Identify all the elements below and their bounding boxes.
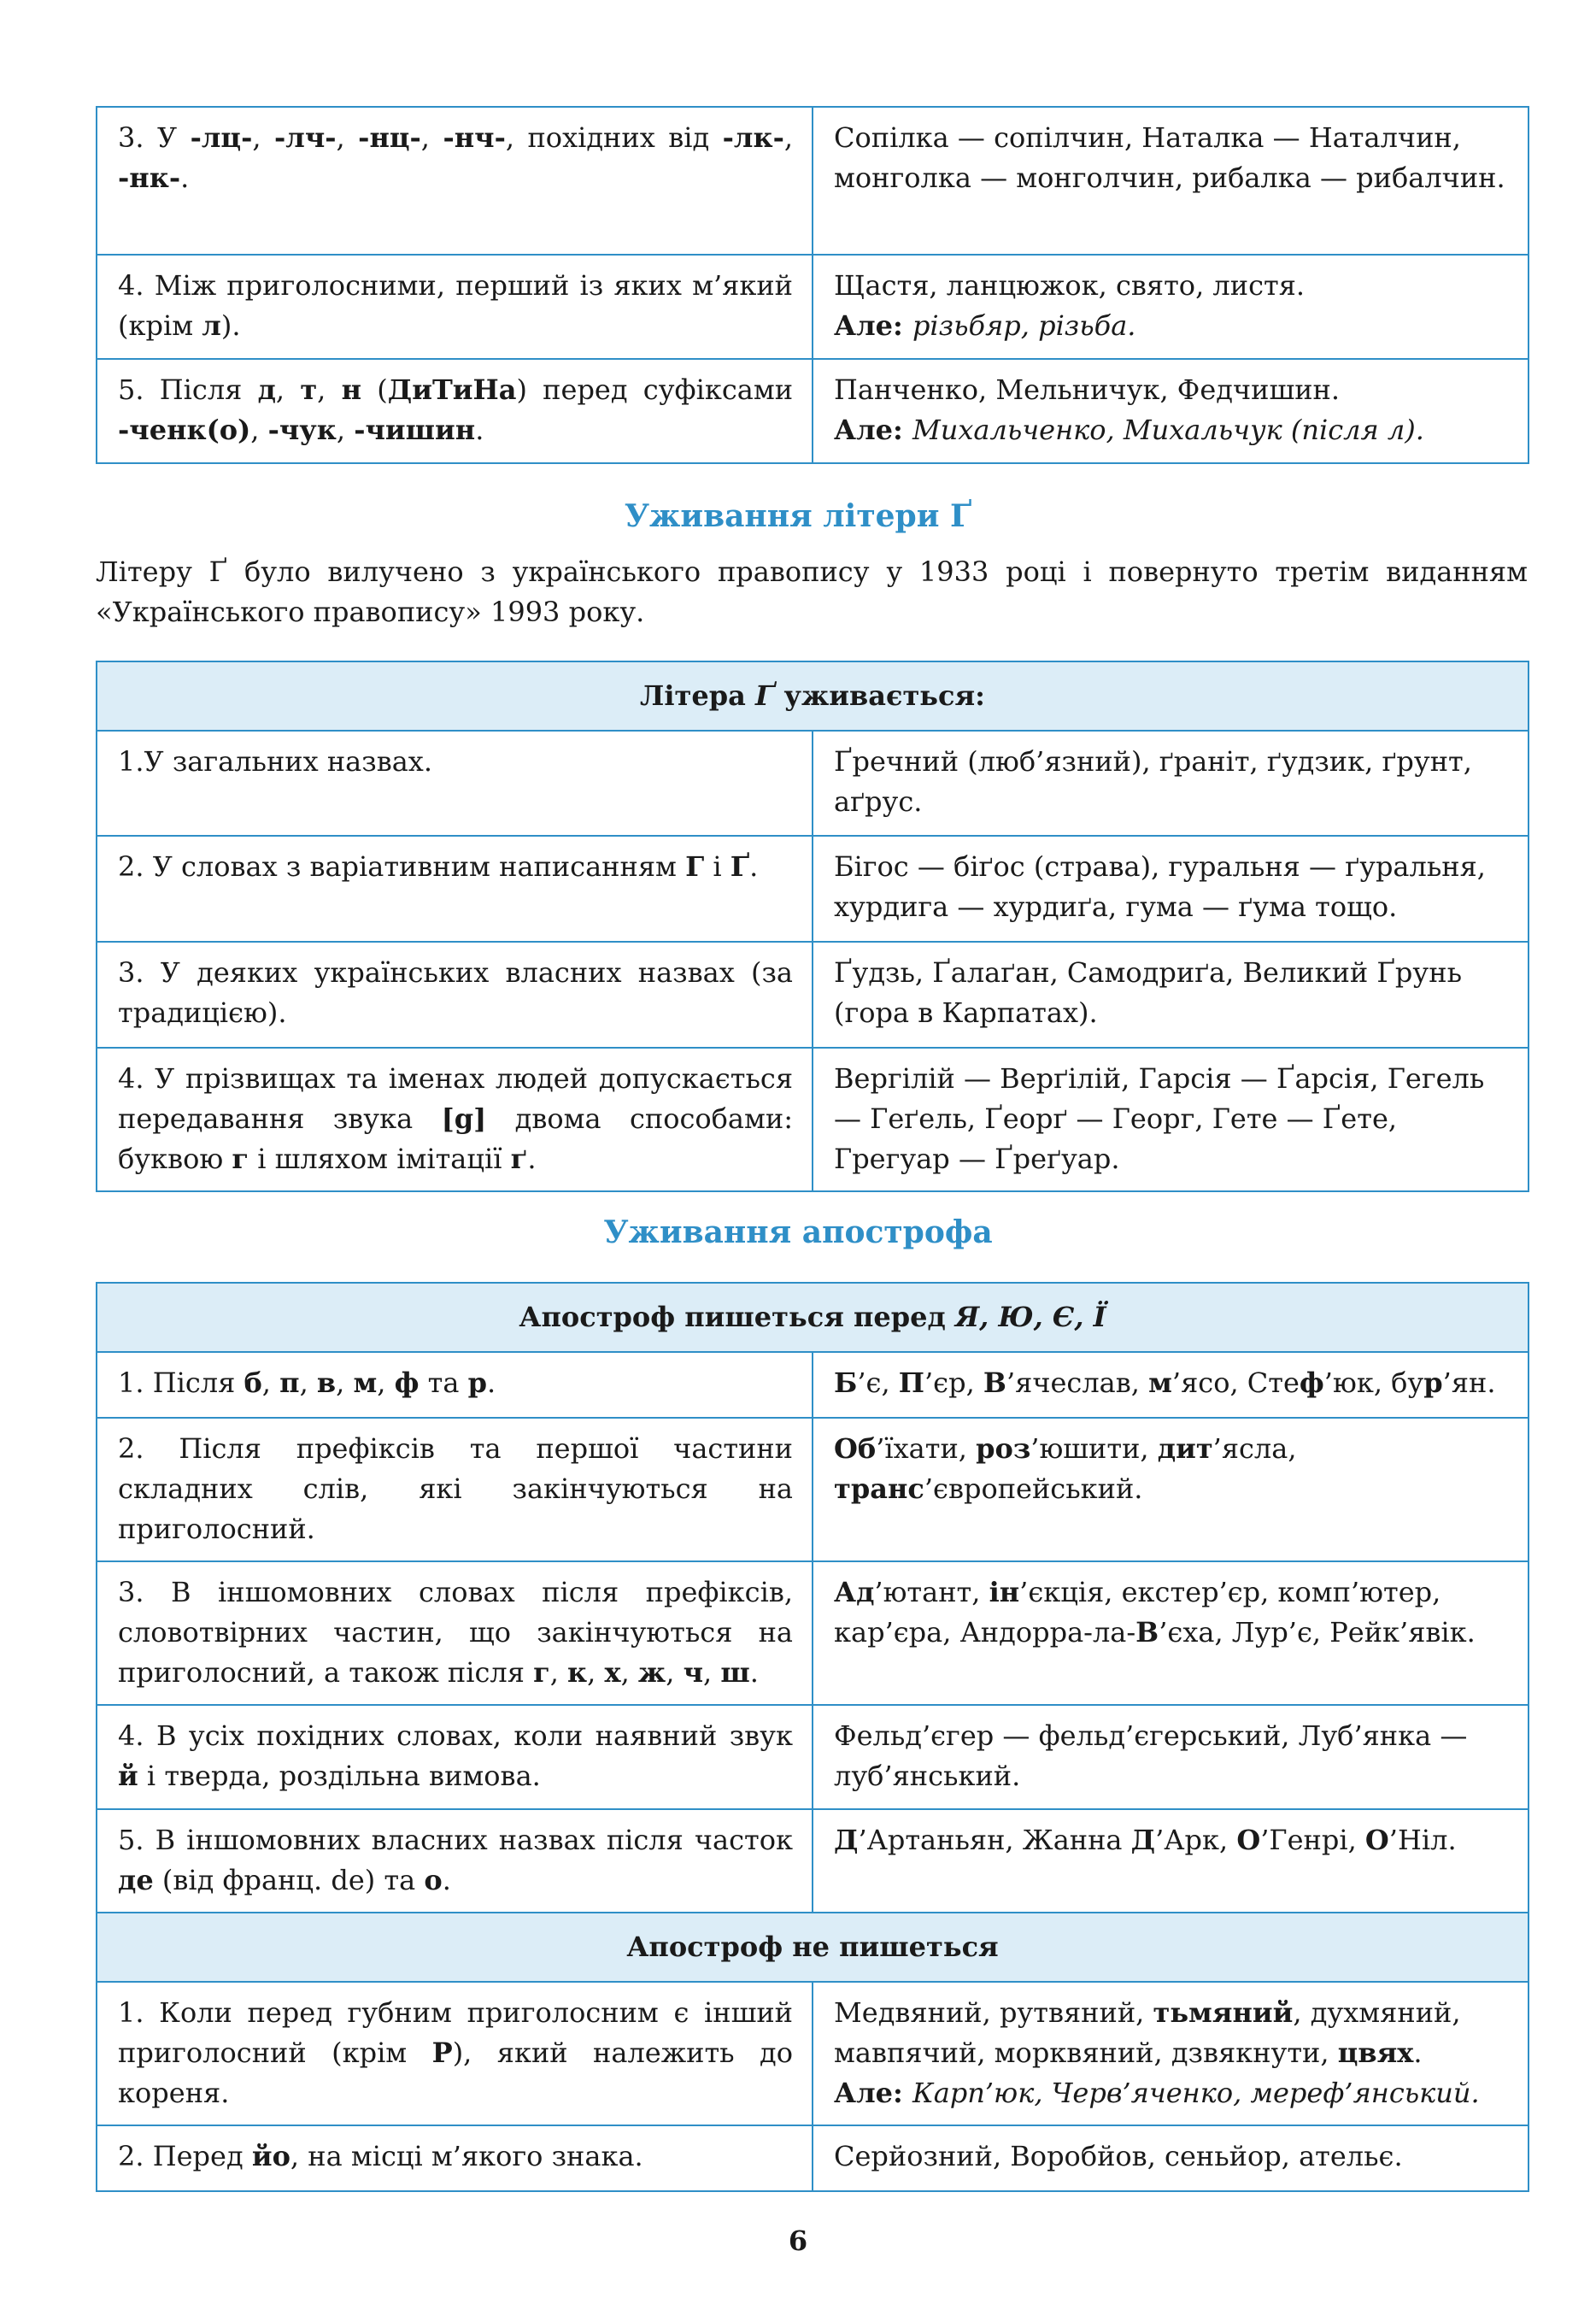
example-cell: Ґречний (люб’язний), ґраніт, ґудзик, ґрунт, аґрус. [813, 731, 1529, 836]
table-header: Літера Ґ уживається: [97, 661, 1529, 731]
rule-cell: 2. У словах з варіативним написанням Г і Ґ. [97, 836, 813, 942]
table-row [97, 255, 1529, 359]
example-cell: Бігос — біґос (страва), гуральня — ґуральня, хурдига — хурдиґа, гума — ґума тощо. [813, 836, 1529, 942]
example-cell: Об’їхати, роз’юшити, дит’ясла, транс’європейський. [813, 1418, 1529, 1561]
table-row [97, 1352, 1529, 1418]
table-row [97, 1561, 1529, 1705]
rule-cell: 3. В іншомовних словах після префіксів, словотвірних частин, що закінчуються на приголосний, а також після г, к, х, ж, ч, ш. [97, 1561, 813, 1705]
rule-cell: 2. Перед йо, на місці м’якого знака. [97, 2125, 813, 2191]
section-title-g: Уживання літери Ґ [624, 498, 972, 534]
rule-cell: 4. В усіх похідних словах, коли наявний звук й і тверда, роздільна вимова. [97, 1705, 813, 1809]
table-row [97, 731, 1529, 836]
example-cell: Б’є, П’єр, В’ячеслав, м’ясо, Стеф’юк, бур’ян. [813, 1352, 1529, 1418]
example-cell: Панченко, Мельничук, Федчишин. Але: Михальченко, Михальчук (після л). [813, 359, 1529, 463]
table-row [97, 1809, 1529, 1913]
rule-cell: 4. У прізвищах та іменах людей допускається передавання звука [g] двома способами: буквою г і шляхом імітації ґ. [97, 1048, 813, 1191]
rule-cell: 2. Після префіксів та першої частини складних слів, які закінчуються на приголосний. [97, 1418, 813, 1561]
rule-cell: 1. Коли перед губним приголосним є інший приголосний (крім Р), який належить до кореня. [97, 1982, 813, 2125]
rule-cell: 1. Після б, п, в, м, ф та р. [97, 1352, 813, 1418]
example-cell: Сопілка — сопілчин, Наталка — Наталчин, монголка — монголчин, рибалка — рибалчин. [813, 107, 1529, 255]
example-cell: Медвяний, рутвяний, тьмяний, духмяний, мавпячий, морквяний, дзвякнути, цвях. Але: Карп’юк, Черв’яченко, мереф’янський. [813, 1982, 1529, 2125]
rule-cell: 3. У деяких українських власних назвах (за традицією). [97, 942, 813, 1048]
table-row [97, 942, 1529, 1048]
table-row [97, 1705, 1529, 1809]
table-header: Апостроф не пишеться [97, 1913, 1529, 1982]
table-header-row [97, 1913, 1529, 1982]
example-cell: Ад’ютант, ін’єкція, екстер’єр, комп’ютер, кар’єра, Андорра-ла-В’єха, Лур’є, Рейк’явік. [813, 1561, 1529, 1705]
example-cell: Щастя, ланцюжок, свято, листя. Але: різьбяр, різьба. [813, 255, 1529, 359]
rule-cell: 3. У -лц-, -лч-, -нц-, -нч-, похідних від -лк-, -нк-. [97, 107, 813, 255]
table-row [97, 1418, 1529, 1561]
rule-cell: 5. В іншомовних власних назвах після часток де (від франц. de) та о. [97, 1809, 813, 1913]
table-row [97, 2125, 1529, 2191]
example-cell: Фельд’єгер — фельд’єгерський, Луб’янка — луб’янський. [813, 1705, 1529, 1809]
table-header: Апостроф пишеться перед Я, Ю, Є, Ї [97, 1283, 1529, 1352]
table-letter-g [96, 661, 1529, 1192]
example-cell: Вергілій — Верґілій, Гарсія — Ґарсія, Гегель — Геґель, Ґеорґ — Георг, Гете — Ґете, Грегуар — Ґреґуар. [813, 1048, 1529, 1191]
rule-cell: 1.У загальних назвах. [97, 731, 813, 836]
rule-cell: 4. Між приголосними, перший із яких м’який (крім л). [97, 255, 813, 359]
example-cell: Ґудзь, Ґалаґан, Самодриґа, Великий Ґрунь (гора в Карпатах). [813, 942, 1529, 1048]
section-intro-g: Літеру Ґ було вилучено з українського правопису у 1933 році і повернуто третім виданням «Українського правопису» 1993 року. [96, 555, 1528, 628]
table-soft-sign-continued [96, 106, 1529, 464]
table-apostrophe [96, 1282, 1529, 2192]
example-cell: Серйозний, Воробйов, сеньйор, ательє. [813, 2125, 1529, 2191]
section-title-apostrophe: Уживання апострофа [603, 1214, 993, 1250]
table-row [97, 1048, 1529, 1191]
page-number: 6 [788, 2225, 808, 2257]
table-header-row [97, 1283, 1529, 1352]
table-row [97, 359, 1529, 463]
table-header-row [97, 661, 1529, 731]
rule-cell: 5. Після д, т, н (ДиТиНа) перед суфіксами -ченк(о), -чук, -чишин. [97, 359, 813, 463]
example-cell: Д’Артаньян, Жанна Д’Арк, О’Генрі, О’Ніл. [813, 1809, 1529, 1913]
table-row [97, 1982, 1529, 2125]
table-row [97, 836, 1529, 942]
table-row [97, 107, 1529, 255]
